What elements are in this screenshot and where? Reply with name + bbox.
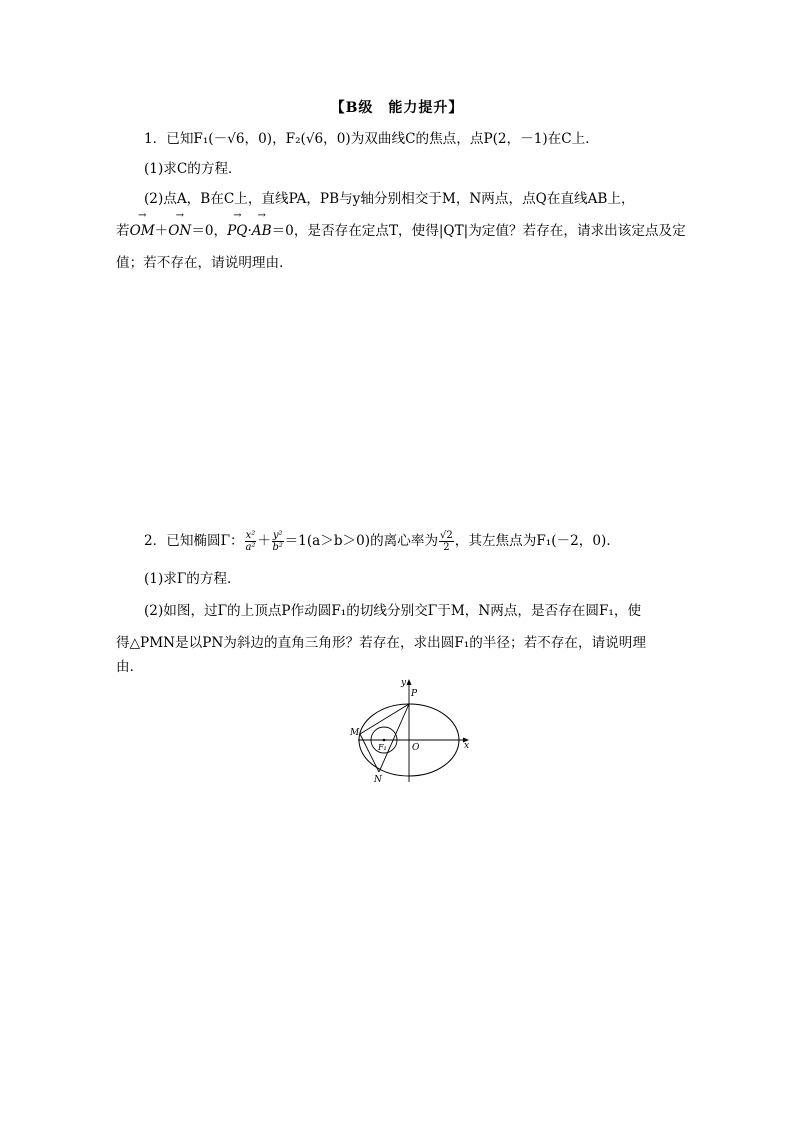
- label-x: x: [464, 741, 470, 751]
- problem2-part1: (1)求Γ的方程．: [144, 571, 241, 587]
- problem1-part2-line2: [116, 222, 686, 240]
- fraction-denominator: 2: [443, 542, 450, 553]
- equals-zero: ＝0，: [191, 223, 228, 239]
- plus-sign: ＋: [257, 533, 271, 549]
- vector-om: → OM: [130, 222, 155, 240]
- vector-ab: → AB: [252, 222, 272, 240]
- y-axis-arrow: [407, 679, 412, 685]
- fraction-numerator: x²: [245, 530, 256, 541]
- problem2-part2-line3: 由．: [116, 659, 144, 675]
- problem2-statement: [144, 526, 676, 556]
- problem1-part2-line1: (2)点A，B在C上，直线PA，PB与y轴分别相交于M，N两点，点Q在直线AB上，: [144, 191, 635, 207]
- problem1-part1: (1)求C的方程．: [144, 161, 242, 177]
- label-o: O: [412, 743, 420, 753]
- section-title: 【B级 能力提升】: [330, 100, 464, 116]
- line-pn: [379, 704, 409, 772]
- vector-pq: → PQ: [227, 222, 247, 240]
- problem2-suffix: ，其左焦点为F₁(－2，0)．: [454, 533, 620, 549]
- text-suffix: ＝0，是否存在定点T，使得|QT|为定值？若存在，请求出该定点及定: [271, 223, 686, 239]
- label-f1: F₁: [378, 743, 387, 752]
- label-n: N: [374, 775, 382, 785]
- fraction-numerator: y²: [272, 530, 283, 541]
- problem1-statement: 1．已知F₁(－√6，0)，F₂(√6，0)为双曲线C的焦点，点P(2，－1)在C上．: [144, 131, 599, 147]
- plus-sign: ＋: [154, 223, 169, 239]
- problem1-part2-line3: 值；若不存在，请说明理由．: [116, 255, 293, 271]
- point-f1: [383, 739, 386, 742]
- fraction-eccentricity: [439, 530, 454, 553]
- problem2-part2-line1: (2)如图，过Γ的上顶点P作动圆F₁的切线分别交Γ于M，N两点，是否存在圆F₁，使: [144, 603, 642, 619]
- problem2-condition: ＝1(a＞b＞0)的离心率为: [284, 533, 439, 549]
- label-m: M: [350, 728, 360, 738]
- problem2-prefix: 2．已知椭圆Γ：: [144, 533, 244, 549]
- problem2-part2-line2: 得△PMN是以PN为斜边的直角三角形？若存在，求出圆F₁的半径；若不存在，请说明理: [116, 635, 646, 651]
- fraction-denominator: b²: [272, 542, 283, 553]
- fraction-denominator: a²: [245, 542, 256, 553]
- fraction-x2-a2: [245, 530, 257, 553]
- dot-sign: ·: [247, 223, 252, 239]
- label-p: P: [411, 689, 418, 699]
- label-y: y: [401, 678, 407, 688]
- vector-on: → ON: [168, 222, 191, 240]
- ellipse-figure: [350, 676, 480, 788]
- fraction-numerator: √2: [440, 530, 453, 541]
- text-prefix: 若: [116, 223, 130, 239]
- fraction-y2-b2: [272, 530, 284, 553]
